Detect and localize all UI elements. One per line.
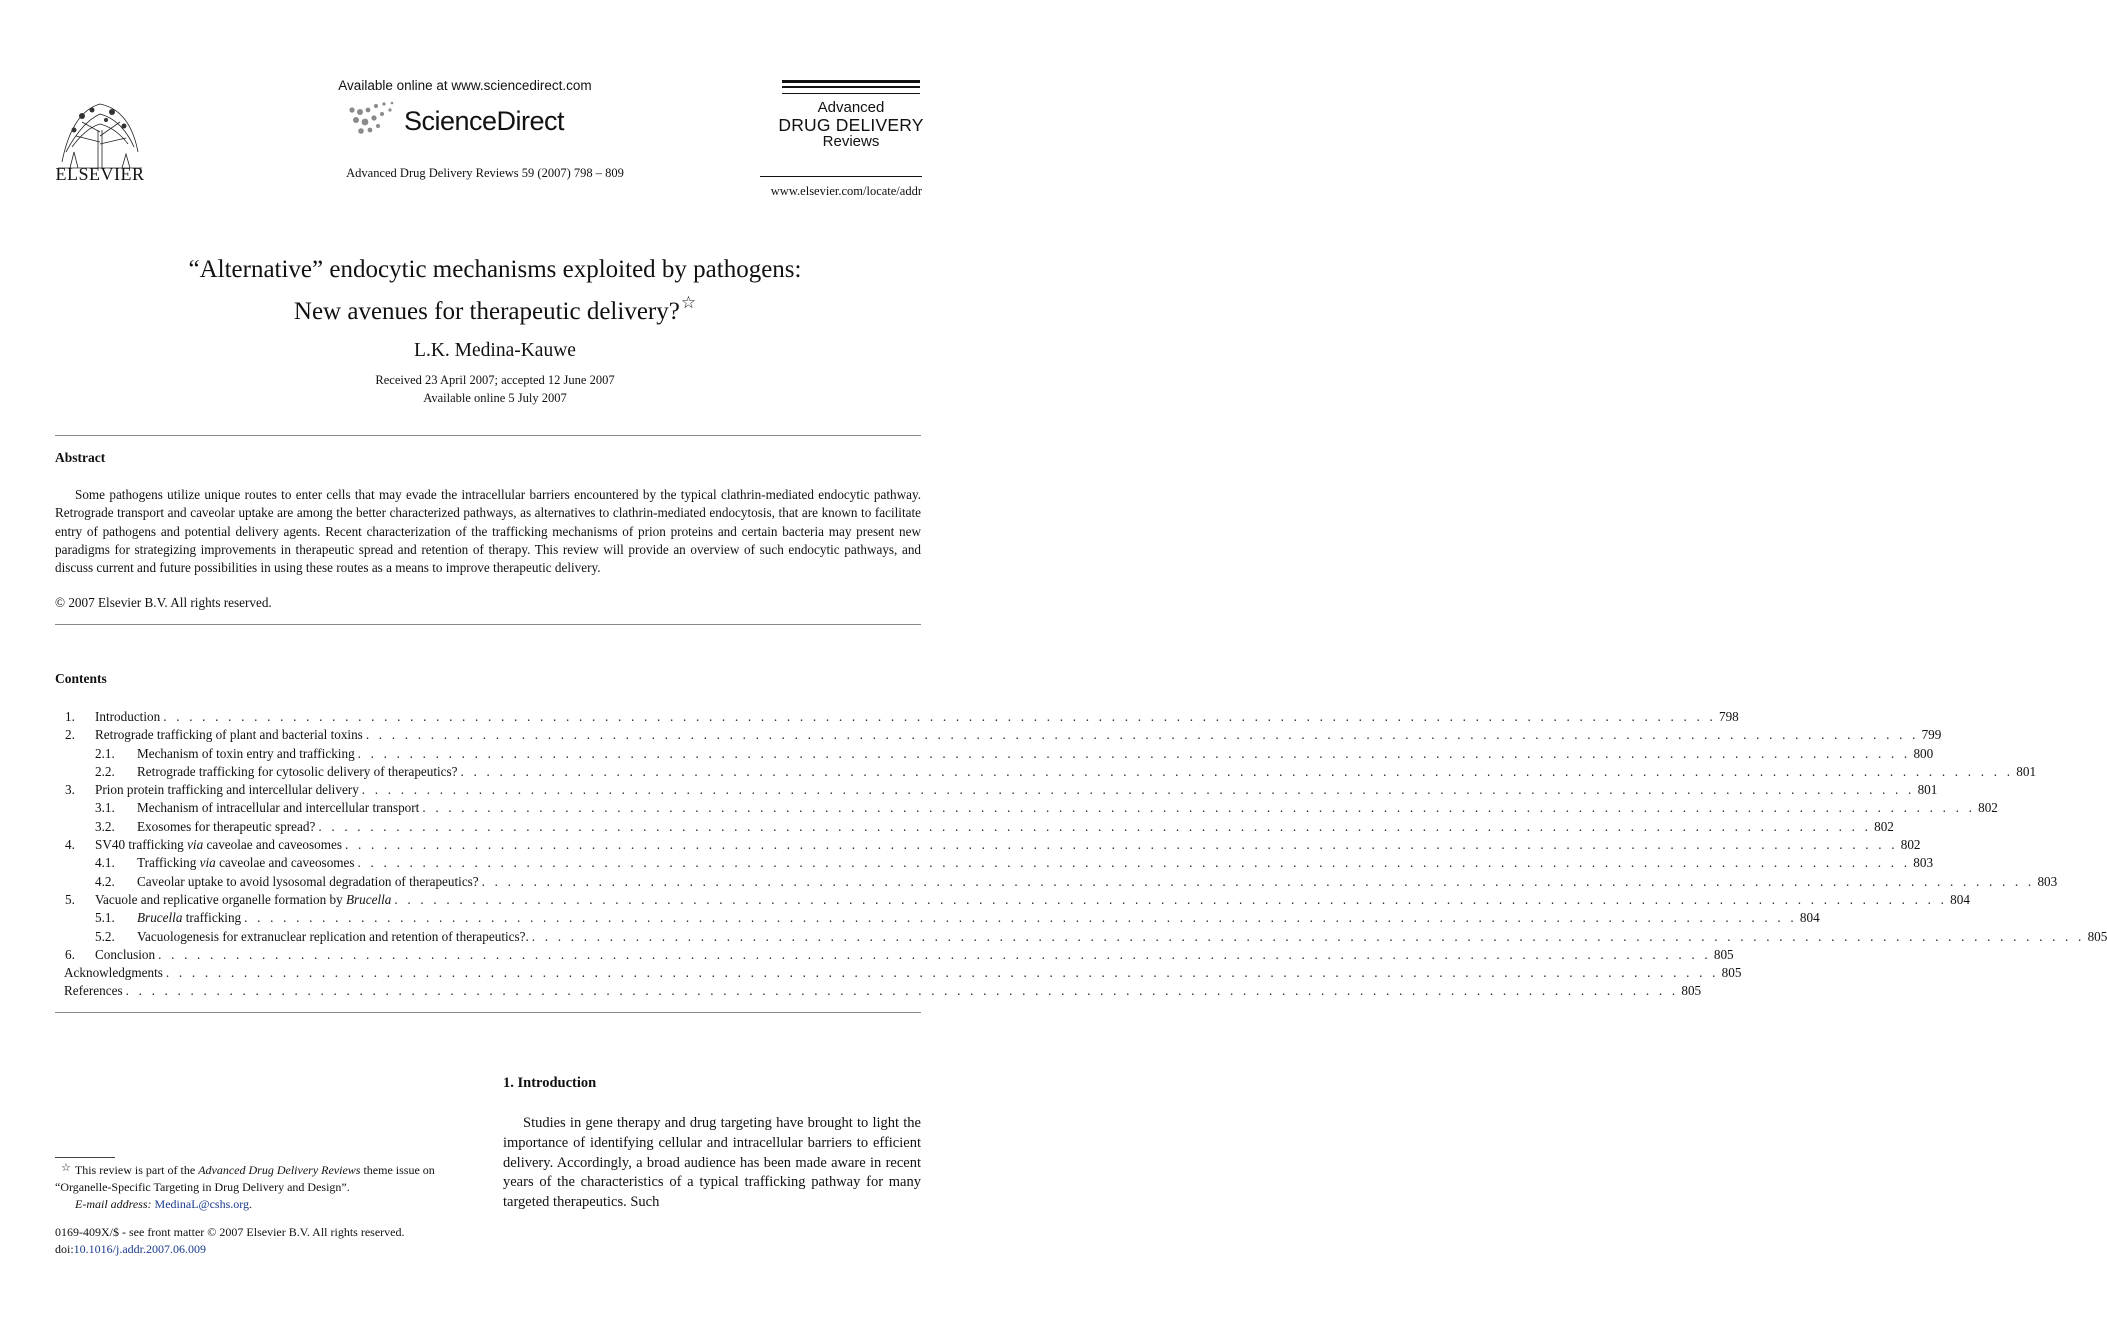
available-online-text: Available online at www.sciencedirect.com [338,78,592,93]
toc-page-number: 805 [1713,946,1734,962]
abstract-heading: Abstract [55,450,106,465]
abstract-copyright: © 2007 Elsevier B.V. All rights reserved. [55,595,272,610]
title-line: New avenues for therapeutic delivery? [293,298,680,325]
toc-entry[interactable] [55,763,2037,781]
toc-title: Retrograde trafficking for cytosolic delivery of therapeutics? [137,763,461,781]
journal-logo-rule [782,93,920,94]
footnote-text: theme issue on “Organelle-Specific Targeting in Drug Delivery and Design”. [55,1163,435,1194]
toc-title: Mechanism of intracellular and intercellular transport [137,799,422,817]
toc-leader-dots: . . . . . . . . . . . . . . . . . . . . . . . . . . . . . . . . . . . . . . . . . . . . . . . . . . . . . . . . . . . . . . . . . . . . . . . . . . . . . . . . . . . . . . . . . . . . . . . . . . . . . . . . . . . . . . . . . . . . . . . . [163,709,1716,724]
toc-number: 3. [65,782,75,798]
toc-leader-dots: . . . . . . . . . . . . . . . . . . . . . . . . . . . . . . . . . . . . . . . . . . . . . . . . . . . . . . . . . . . . . . . . . . . . . . . . . . . . . . . . . . . . . . . . . . . . . . . . . . . . . . . . . . . . . . . . . . . . . . . . [357,745,1911,761]
toc-page-number: 801 [2016,763,2037,779]
table-of-contents [55,708,2107,1001]
toc-page-number: 801 [1917,782,1938,798]
toc-leader-dots: . . . . . . . . . . . . . . . . . . . . . . . . . . . . . . . . . . . . . . . . . . . . . . . . . . . . . . . . . . . . . . . . . . . . . . . . . . . . . . . . . . . . . . . . . . . . . . . . . . . . . . . . . . . . . . . . . . . . . . . . [394,891,1948,907]
divider [55,624,921,625]
toc-number: 2.1. [95,745,115,761]
email-label: E-mail address: [75,1197,152,1211]
toc-leader-dots: . . . . . . . . . . . . . . . . . . . . . . . . . . . . . . . . . . . . . . . . . . . . . . . . . . . . . . . . . . . . . . . . . . . . . . . . . . . . . . . . . . . . . . . . . . . . . . . . . . . . . . . . . . . . . . . . . . . . . . . . [318,818,1872,834]
toc-page-number: 799 [1921,727,1942,743]
toc-entry[interactable] [55,964,1742,982]
toc-entry[interactable] [55,726,1942,744]
toc-entry[interactable] [55,909,1820,927]
toc-leader-dots: . . . . . . . . . . . . . . . . . . . . . . . . . . . . . . . . . . . . . . . . . . . . . . . . . . . . . . . . . . . . . . . . . . . . . . . . . . . . . . . . . . . . . . . . . . . . . . . . . . . . . . . . . . . . . . . . . . . . . . . . [460,763,2014,779]
abstract-text: Some pathogens utilize unique routes to enter cells that may evade the intracellular barriers encountered by the typical clathrin-mediated endocytic pathway. Retrograde transport and caveolar uptake are among the better characterized pathways, as alternatives to clathrin-mediated endocytosis, that are known to facilitate entry of pathogens and potential delivery agents. Recent characterization of the trafficking mechanisms of prion proteins and certain bacteria may present new paradigms for strategizing improvements in therapeutic spread and retention of therapy. This review will provide an overview of such endocytic pathways, and discuss current and future possibilities in using these routes as a means to improve therapeutic delivery. [55,487,921,576]
toc-title: Caveolar uptake to avoid lysosomal degradation of therapeutics? [137,873,482,891]
toc-entry[interactable] [55,836,1921,854]
journal-logo-rule [760,176,922,177]
journal-url-link[interactable]: www.elsevier.com/locate/addr [770,184,922,198]
footnote-text: This review is part of the [74,1163,199,1177]
publisher-name: ELSEVIER [55,164,145,184]
toc-entry[interactable] [55,854,1934,872]
toc-number: 3.1. [95,800,115,816]
toc-number: 3.2. [95,818,115,834]
toc-title: Trafficking via caveolae and caveosomes [137,854,358,872]
toc-leader-dots: . . . . . . . . . . . . . . . . . . . . . . . . . . . . . . . . . . . . . . . . . . . . . . . . . . . . . . . . . . . . . . . . . . . . . . . . . . . . . . . . . . . . . . . . . . . . . . . . . . . . . . . . . . . . . . . . . . . . . . . . [422,800,1976,816]
toc-number: 2.2. [95,763,115,779]
toc-leader-dots: . . . . . . . . . . . . . . . . . . . . . . . . . . . . . . . . . . . . . . . . . . . . . . . . . . . . . . . . . . . . . . . . . . . . . . . . . . . . . . . . . . . . . . . . . . . . . . . . . . . . . . . . . . . . . . . . . . . . . . . . [481,873,2035,889]
footnote-star-icon: ☆ [61,1162,71,1174]
journal-logo [775,100,927,150]
article-title [60,253,930,328]
journal-logo-rule [782,86,920,88]
toc-page-number: 804 [1799,910,1820,926]
toc-title: Conclusion [95,946,158,964]
toc-page-number: 804 [1950,891,1970,907]
toc-leader-dots: . . . . . . . . . . . . . . . . . . . . . . . . . . . . . . . . . . . . . . . . . . . . . . . . . . . . . . . . . . . . . . . . . . . . . . . . . . . . . . . . . . . . . . . . . . . . . . . . . . . . . . . . . . . . . . . . . . . . . . . . [165,965,1719,981]
toc-leader-dots: . . . . . . . . . . . . . . . . . . . . . . . . . . . . . . . . . . . . . . . . . . . . . . . . . . . . . . . . . . . . . . . . . . . . . . . . . . . . . . . . . . . . . . . . . . . . . . . . . . . . . . . . . . . . . . . . . . . . . . . . [158,946,1711,962]
toc-page-number: 803 [2037,873,2058,889]
toc-leader-dots: . . . . . . . . . . . . . . . . . . . . . . . . . . . . . . . . . . . . . . . . . . . . . . . . . . . . . . . . . . . . . . . . . . . . . . . . . . . . . . . . . . . . . . . . . . . . . . . . . . . . . . . . . . . . . . . . . . . . . . . . [357,855,1911,871]
toc-number: 2. [65,727,75,743]
toc-number: 4.1. [95,855,115,871]
front-matter [55,1224,485,1258]
issn-line: 0169-409X/$ - see front matter © 2007 Elsevier B.V. All rights reserved. [55,1225,405,1239]
doi-link[interactable]: 10.1016/j.addr.2007.06.009 [73,1242,206,1256]
toc-entry[interactable] [55,928,2107,946]
toc-title: Exosomes for therapeutic spread? [137,818,318,836]
footnote: ☆ This review is part of the Advanced Drug Delivery Reviews theme issue on “Organelle-Specific Targeting in Drug Delivery and Design”. E-mail address: MedinaL@cshs.org. [55,1162,435,1211]
journal-logo-line: Reviews [822,133,880,151]
email-link[interactable]: MedinaL@cshs.org [154,1197,250,1211]
doi-label: doi: [55,1242,74,1256]
toc-page-number: 805 [1721,965,1742,981]
author-name: L.K. Medina-Kauwe [414,340,576,361]
toc-entry[interactable] [55,818,1894,836]
toc-page-number: 805 [2087,928,2107,944]
toc-leader-dots: . . . . . . . . . . . . . . . . . . . . . . . . . . . . . . . . . . . . . . . . . . . . . . . . . . . . . . . . . . . . . . . . . . . . . . . . . . . . . . . . . . . . . . . . . . . . . . . . . . . . . . . . . . . . . . . . . . . . . . . . [244,910,1797,926]
toc-entry[interactable] [55,799,1998,817]
divider [55,1012,921,1013]
toc-leader-dots: . . . . . . . . . . . . . . . . . . . . . . . . . . . . . . . . . . . . . . . . . . . . . . . . . . . . . . . . . . . . . . . . . . . . . . . . . . . . . . . . . . . . . . . . . . . . . . . . . . . . . . . . . . . . . . . . . . . . . . . . [361,782,1915,798]
title-line: “Alternative” endocytic mechanisms exploited by pathogens: [188,256,802,283]
toc-entry[interactable] [55,891,1970,909]
divider [55,435,921,436]
toc-title: Mechanism of toxin entry and trafficking [137,745,358,763]
toc-number: 4.2. [95,873,115,889]
toc-leader-dots: . . . . . . . . . . . . . . . . . . . . . . . . . . . . . . . . . . . . . . . . . . . . . . . . . . . . . . . . . . . . . . . . . . . . . . . . . . . . . . . . . . . . . . . . . . . . . . . . . . . . . . . . . . . . . . . . . . . . . . . . [531,928,2085,944]
toc-entry[interactable] [55,982,1702,1000]
journal-citation: Advanced Drug Delivery Reviews 59 (2007) 798 – 809 [346,166,624,180]
toc-number: 5.1. [95,910,115,926]
toc-entry[interactable] [55,745,1934,763]
toc-page-number: 802 [1978,800,1998,816]
journal-logo-rule [782,80,920,83]
journal-logo-line: DRUG DELIVERY [778,114,924,135]
article-dates [60,372,930,407]
toc-number: 5.2. [95,928,115,944]
toc-title: Brucella trafficking [137,909,244,927]
toc-page-number: 802 [1900,837,1921,853]
toc-title: Vacuologenesis for extranuclear replication and retention of therapeutics?. [137,928,532,946]
footnote-rule [55,1157,115,1158]
toc-title: Vacuole and replicative organelle formation by Brucella [95,891,394,909]
toc-title: Introduction [95,708,163,726]
toc-entry[interactable] [55,781,1938,799]
journal-logo-line: Advanced [817,99,885,116]
toc-leader-dots: . . . . . . . . . . . . . . . . . . . . . . . . . . . . . . . . . . . . . . . . . . . . . . . . . . . . . . . . . . . . . . . . . . . . . . . . . . . . . . . . . . . . . . . . . . . . . . . . . . . . . . . . . . . . . . . . . . . . . . . . [344,837,1898,853]
toc-title: SV40 trafficking via caveolae and caveosomes [95,836,345,854]
toc-page-number: 798 [1718,709,1739,724]
toc-title: Acknowledgments [64,964,166,982]
footnote-journal: Advanced Drug Delivery Reviews [198,1163,361,1177]
toc-entry[interactable] [55,873,2058,891]
toc-entry[interactable] [55,946,1734,964]
toc-number: 4. [65,837,75,853]
toc-number: 5. [65,891,75,907]
toc-page-number: 805 [1681,983,1702,999]
toc-page-number: 803 [1913,855,1934,871]
toc-entry[interactable] [55,708,1739,726]
toc-title: Retrograde trafficking of plant and bacterial toxins [95,726,366,744]
toc-title: Prion protein trafficking and intercellular delivery [95,781,362,799]
toc-number: 6. [65,946,75,962]
toc-number: 1. [65,709,75,724]
toc-title: References [64,982,126,1000]
contents-heading: Contents [55,671,107,686]
section-heading: 1. Introduction [503,1075,597,1091]
toc-page-number: 800 [1913,745,1934,761]
sciencedirect-dots-icon [346,100,402,138]
toc-page-number: 802 [1874,818,1894,834]
footnote-star-icon[interactable]: ☆ [680,293,697,312]
received-date: Received 23 April 2007; accepted 12 June 2007 [375,373,615,387]
toc-leader-dots: . . . . . . . . . . . . . . . . . . . . . . . . . . . . . . . . . . . . . . . . . . . . . . . . . . . . . . . . . . . . . . . . . . . . . . . . . . . . . . . . . . . . . . . . . . . . . . . . . . . . . . . . . . . . . . . . . . . . . . . . [125,983,1679,999]
sciencedirect-wordmark: ScienceDirect [404,106,565,136]
introduction-text: Studies in gene therapy and drug targeting have brought to light the importance of identifying cellular and intracellular barriers to efficient delivery. Accordingly, a broad audience has been made aware in recent years of the characteristics of a typical trafficking pathway for many targeted therapeutics. Such [503,1115,921,1211]
toc-leader-dots: . . . . . . . . . . . . . . . . . . . . . . . . . . . . . . . . . . . . . . . . . . . . . . . . . . . . . . . . . . . . . . . . . . . . . . . . . . . . . . . . . . . . . . . . . . . . . . . . . . . . . . . . . . . . . . . . . . . . . . . . [365,727,1919,743]
available-date: Available online 5 July 2007 [423,390,567,405]
